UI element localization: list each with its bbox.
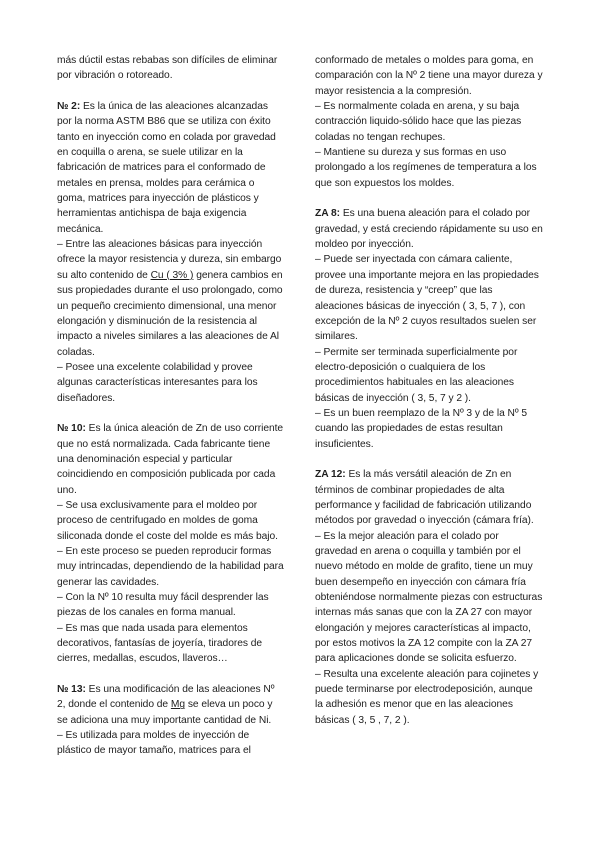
- za8-finishing: – Permite ser terminada superficialmente por electro-deposición o cualquiera de los procedimientos habituales en las aleaciones básicas de inyección ( 3, 5, 7 y 2 ).: [315, 346, 518, 404]
- za12-gravity: – Es la mejor aleación para el colado por gravedad en arena o coquilla y también por el nuevo método en molde de grafito, tiene un muy buen desempeño en inyección con cámara fría obteniéndose normalmente piezas con estructuras internas más sanas que con la ZA 27 con mayor elongación y mejores características al impacto, por estos motivos la ZA 12 compite con la ZA 27 para aplicaciones donde se solicita esfuerzo.: [315, 530, 543, 665]
- alloy-13-continuation: conformado de metales o moldes para goma, en comparación con la Nº 2 tiene una mayor dureza y mayor resistencia a la compresión.: [315, 55, 543, 97]
- right-column: [315, 53, 543, 728]
- intro-paragraph: más dúctil estas rebabas son difíciles de eliminar por vibración o rotoreado.: [57, 55, 278, 82]
- za12-heading: ZA 12:: [315, 469, 346, 481]
- za8-replacement: – Es un buen reemplazo de la Nº 3 y de la Nº 5 cuando las propiedades de estas resultan insuficientes.: [315, 407, 528, 450]
- alloy-10-intro: № 10: Es la única aleación de Zn de uso corriente que no está normalizada. Cada fabricante tiene una denominación especial y particular coincidiendo en composición publicada por cada uno.: [57, 423, 284, 496]
- alloy-10-heading: № 10:: [57, 423, 86, 435]
- alloy-10-centrifuge: – Se usa exclusivamente para el moldeo por proceso de centrifugado en moldes de goma siliconada donde el coste del molde es más bajo.: [57, 499, 278, 542]
- alloy-2-heading: № 2:: [57, 101, 81, 113]
- alloy-13-heading: № 13:: [57, 684, 86, 696]
- za8-hot-chamber: – Puede ser inyectada con cámara caliente, provee una importante mejora en las propiedades de dureza, resistencia y “creep” que las aleaciones básicas de inyección ( 3, 5, 7 ), con excepción de la Nº 2 cuyos resultados suelen ser similares.: [315, 254, 539, 343]
- za12-bearings: – Resulta una excelente aleación para cojinetes y puede terminarse por electrodeposición, aunque la adhesión es menor que en las aleaciones básicas ( 3, 5 , 7, 2 ).: [315, 668, 539, 726]
- alloy-13-sand: – Es normalmente colada en arena, y su baja contracción liquido-sólido hace que las piezas coladas no tengan rechupes.: [315, 101, 522, 143]
- alloy-2-colability: – Posee una excelente colabilidad y provee algunas características interesantes para los diseñadores.: [57, 361, 258, 404]
- za8-intro: ZA 8: Es una buena aleación para el colado por gravedad, y está creciendo rápidamente su uso en moldeo por inyección.: [315, 208, 543, 251]
- alloy-2-resistance: – Entre las aleaciones básicas para inyección ofrece la mayor resistencia y dureza, sin embargo su alto contenido de Cu ( 3% ) genera cambios en sus propiedades durante el uso prolongado, como un pequeño crecimiento dimensional, una menor elongación y disminución de la resistencia al impacto a niveles similares a las aleaciones de Al coladas.: [57, 239, 283, 358]
- copper-content: Cu ( 3% ): [150, 269, 194, 281]
- alloy-13-hardness: – Mantiene su dureza y sus formas en uso prolongado a los regímenes de temperatura a los que son expuestos los moldes.: [315, 147, 537, 189]
- alloy-10-uses: – Es mas que nada usada para elementos decorativos, fantasías de joyería, tiradores de cierres, medallas, escudos, llaveros…: [57, 622, 263, 665]
- left-column: [57, 53, 285, 759]
- alloy-2-intro: № 2: Es la única de las aleaciones alcanzadas por la norma ASTM B86 que se utiliza con éxito tanto en inyección como en colada por gravedad en coquilla o arena, se suele utilizar en la fabricación de matrices para el conformado de metales en prensa, moldes para cerámica o goma, matrices para inyección de plásticos y herramientas antichispa de baja exigencia mecánica.: [57, 101, 276, 235]
- alloy-13-use: – Es utilizada para moldes de inyección de plástico de mayor tamaño, matrices para el: [57, 730, 251, 757]
- za8-heading: ZA 8:: [315, 208, 340, 220]
- alloy-10-channels: – Con la Nº 10 resulta muy fácil desprender las piezas de los canales en forma manual.: [57, 592, 269, 619]
- magnesium-content: Mg: [170, 699, 186, 711]
- alloy-10-shapes: – En este proceso se pueden reproducir formas muy intrincadas, dependiendo de la habilidad para generar las cavidades.: [57, 546, 284, 588]
- alloy-13-intro: № 13: Es una modificación de las aleaciones Nº 2, donde el contenido de Mg se eleva un poco y se adiciona una muy importante cantidad de Ni.: [57, 684, 275, 726]
- za12-intro: ZA 12: Es la más versátil aleación de Zn en términos de combinar propiedades de alta performance y facilidad de fabricación utilizando métodos por gravedad o inyección (cámara fría).: [315, 469, 534, 527]
